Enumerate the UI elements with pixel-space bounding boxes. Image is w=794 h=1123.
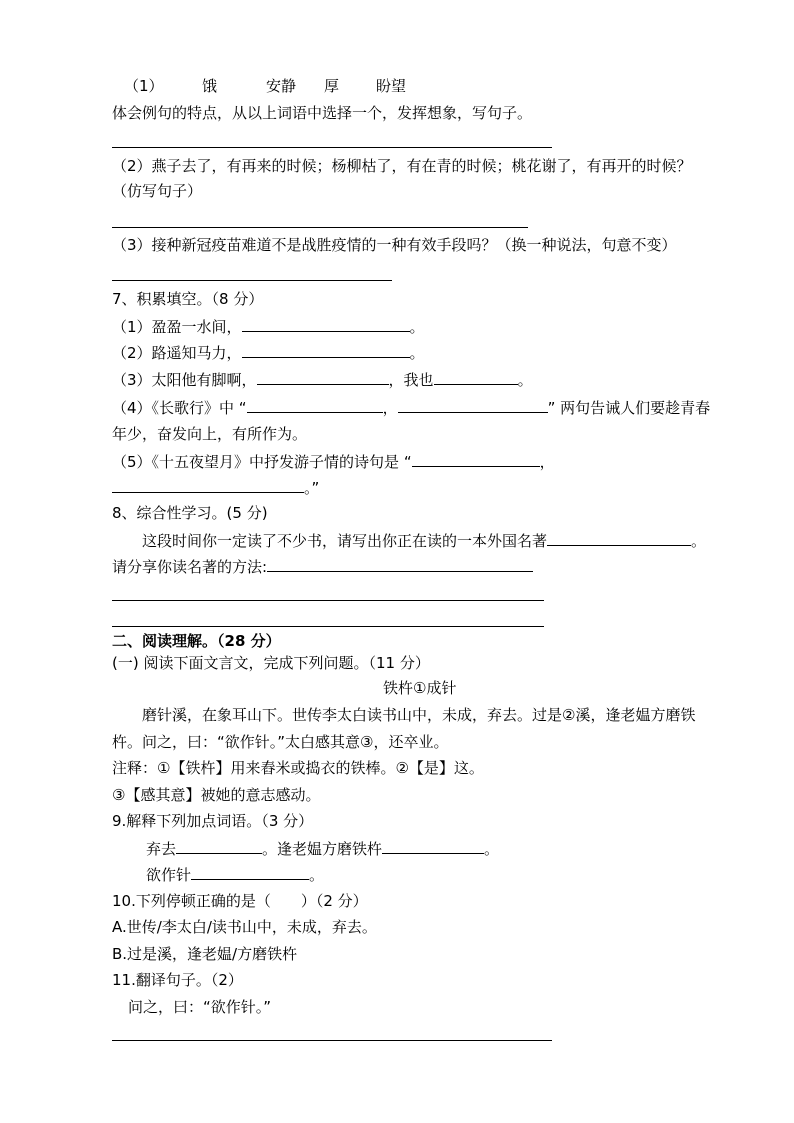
blank-q7-4b[interactable]	[398, 397, 548, 413]
blank-q7-1[interactable]	[242, 316, 410, 332]
q8-line-1: 这段时间你一定读了不少书，请写出你正在读的一本外国名著 。	[142, 532, 707, 550]
blank-q7-2[interactable]	[242, 342, 410, 358]
q7-line-1: （1）盈盈一水间， 。	[112, 318, 425, 336]
q7-line-5: （5）《十五夜望月》中抒发游子情的诗句是 “ ，	[112, 453, 555, 471]
q10-option-b[interactable]: B.过是溪，逢老媪/方磨铁杵	[112, 945, 298, 963]
q7-line-4-cont: 年少，奋发向上，有所作为。	[112, 425, 308, 443]
section-2-title: 二、阅读理解。（28 分）	[112, 632, 281, 650]
q6-item1-words	[124, 76, 407, 96]
q9-title: 9.解释下列加点词语。（3 分）	[112, 812, 314, 830]
passage-title: 铁杵①成针	[383, 679, 457, 697]
q7-title: 7、积累填空。（8 分）	[112, 290, 264, 308]
blank-q7-3a[interactable]	[257, 369, 389, 385]
part-1-instruction: (一) 阅读下面文言文，完成下列问题。（11 分）	[112, 654, 430, 672]
word-2: 安静	[266, 77, 297, 95]
q9-line-2: 欲作针 。	[146, 866, 325, 884]
q9-line-1: 弃去 。逢老媪方磨铁杵 。	[146, 840, 500, 858]
q6-item1-number: （1）	[124, 77, 164, 95]
q8-title: 8、综合性学习。(5 分)	[112, 504, 268, 522]
q10-title: 10.下列停顿正确的是（ ）（2 分）	[112, 892, 368, 910]
q8-line-2: 请分享你读名著的方法:	[112, 556, 533, 577]
answer-line-q6-3[interactable]	[112, 280, 392, 281]
q11-sentence: 问之，曰：“欲作针。”	[128, 998, 272, 1016]
word-4: 盼望	[376, 77, 407, 95]
note-line-1: 注释：①【铁杵】用来舂米或捣衣的铁棒。②【是】这。	[112, 759, 484, 777]
q6-item3-text: （3）接种新冠疫苗难道不是战胜疫情的一种有效手段吗？（换一种说法，句意不变）	[112, 236, 677, 254]
note-line-2: ③【感其意】被她的意志感动。	[112, 786, 321, 804]
q6-item1-instruction: 体会例句的特点，从以上词语中选择一个，发挥想象，写句子。	[112, 104, 533, 122]
answer-line-q6-2[interactable]	[112, 227, 528, 228]
blank-q9-b[interactable]	[382, 838, 484, 854]
q10-option-a[interactable]: A.世传/李太白/读书山中，未成，弃去。	[112, 918, 377, 936]
answer-line-q6-1[interactable]	[112, 147, 552, 148]
answer-line-q8-a[interactable]	[112, 600, 544, 601]
q6-item2-note: （仿写句子）	[112, 182, 203, 200]
blank-q7-5a[interactable]	[412, 451, 540, 467]
blank-q9-c[interactable]	[191, 864, 309, 880]
q7-line-3: （3）太阳他有脚啊， ，我也 。	[112, 371, 533, 389]
blank-q9-a[interactable]	[176, 838, 262, 854]
passage-line-2: 杵。问之，曰：“欲作针。”太白感其意③，还卒业。	[112, 733, 449, 751]
q6-item2-text: （2）燕子去了，有再来的时候；杨柳枯了，有在青的时候；桃花谢了，有再开的时候？	[112, 157, 692, 175]
word-3: 厚	[324, 77, 340, 95]
answer-line-q8-b[interactable]	[112, 626, 544, 627]
q7-line-2: （2）路遥知马力， 。	[112, 344, 425, 362]
blank-q8-book[interactable]	[547, 530, 691, 546]
word-1: 饿	[202, 77, 218, 95]
blank-q7-3b[interactable]	[434, 369, 518, 385]
q7-line-4: （4）《长歌行》中 “ ， ” 两句告诫人们要趁青春	[112, 399, 711, 417]
q7-line-5-cont: 。”	[112, 477, 319, 498]
answer-line-q11[interactable]	[112, 1040, 552, 1041]
blank-q7-5b[interactable]	[112, 477, 304, 493]
passage-line-1: 磨针溪，在象耳山下。世传李太白读书山中，未成，弃去。过是②溪，逢老媪方磨铁	[142, 706, 696, 724]
q11-title: 11.翻译句子。（2）	[112, 971, 243, 989]
blank-q8-method[interactable]	[267, 556, 533, 572]
blank-q7-4a[interactable]	[247, 397, 383, 413]
